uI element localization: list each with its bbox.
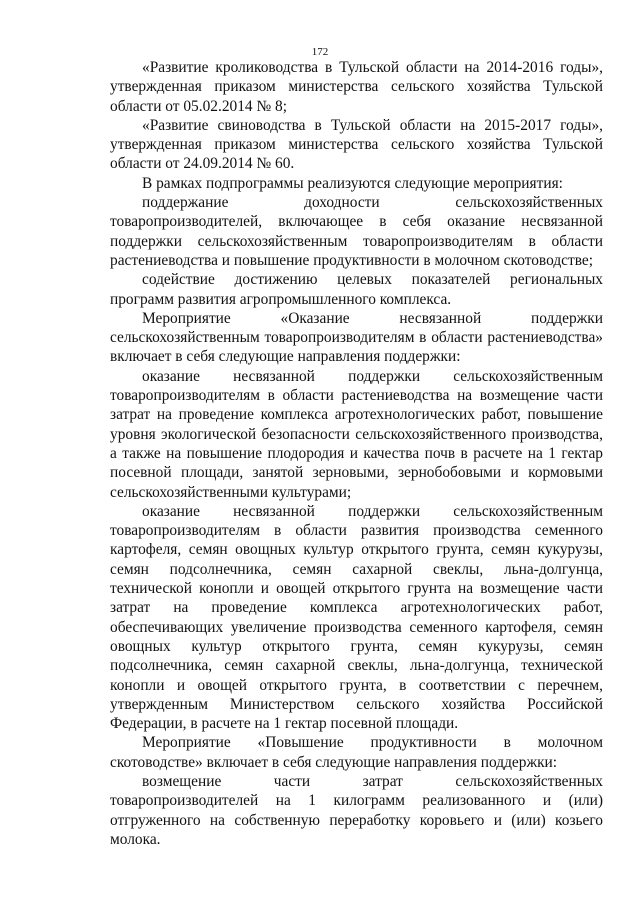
- paragraph-seed-support: оказание несвязанной поддержки сельскохозяйственным товаропроизводителям в области развития производства семенного картофеля, семян овощных культур открытого грунта, семян кукурузы, семян подсолнечника, семян сахарной свеклы, льна-долгунца, технической конопли и овощей открытого грунта на возмещение части затрат на проведение комплекса агротехнологических работ, обеспечивающих увеличение производства семенного картофеля, семян овощных культур открытого грунта, семян кукурузы, семян подсолнечника, семян сахарной свеклы, льна-долгунца, технической конопли и овощей открытого грунта, в соответствии с перечнем, утвержденным Министерством сельского хозяйства Российской Федерации, в расчете на 1 гектар посевной площади.: [110, 502, 603, 733]
- paragraph-measures-intro: В рамках подпрограммы реализуются следующие мероприятия:: [142, 174, 563, 192]
- paragraph-dairy-measure: Мероприятие «Повышение продуктивности в молочном скотоводстве» включает в себя следующие направления поддержки:: [110, 734, 603, 771]
- paragraph-pig-program: «Развитие свиноводства в Тульской области на 2015-2017 годы», утвержденная приказом министерства сельского хозяйства Тульской области от 24.09.2014 № 60.: [110, 116, 603, 173]
- paragraph-rabbit-program: «Развитие кролиководства в Тульской области на 2014-2016 годы», утвержденная приказом министерства сельского хозяйства Тульской области от 05.02.2014 № 8;: [110, 59, 603, 115]
- paragraph-target-indicators: содействие достижению целевых показателей региональных программ развития агропромышленного комплекса.: [110, 271, 603, 308]
- paragraph-milk-compensation: возмещение части затрат сельскохозяйственных товаропроизводителей на 1 килограмм реализованного и (или) отгруженного на собственную переработку коровьего и (или) козьего молока.: [110, 772, 603, 848]
- paragraph-unrelated-support-measure: Мероприятие «Оказание несвязанной поддержки сельскохозяйственным товаропроизводителям в области растениеводства» включает в себя следующие направления поддержки:: [110, 309, 603, 366]
- paragraph-income-support: поддержание доходности сельскохозяйственных товаропроизводителей, включающее в себя оказание несвязанной поддержки сельскохозяйственным товаропроизводителям в области растениеводства и повышение продуктивности в молочном скотоводстве;: [110, 194, 603, 269]
- document-body: [110, 58, 603, 849]
- paragraph-agrotech-support: оказание несвязанной поддержки сельскохозяйственным товаропроизводителям в области растениеводства на возмещение части затрат на проведение комплекса агротехнологических работ, повышение уровня экологической безопасности сельскохозяйственного производства, а также на повышение плодородия и качества почв в расчете на 1 гектар посевной площади, занятой зерновыми, зернобобовыми и кормовыми сельскохозяйственными культурами;: [110, 367, 603, 501]
- page-number: 172: [311, 46, 329, 58]
